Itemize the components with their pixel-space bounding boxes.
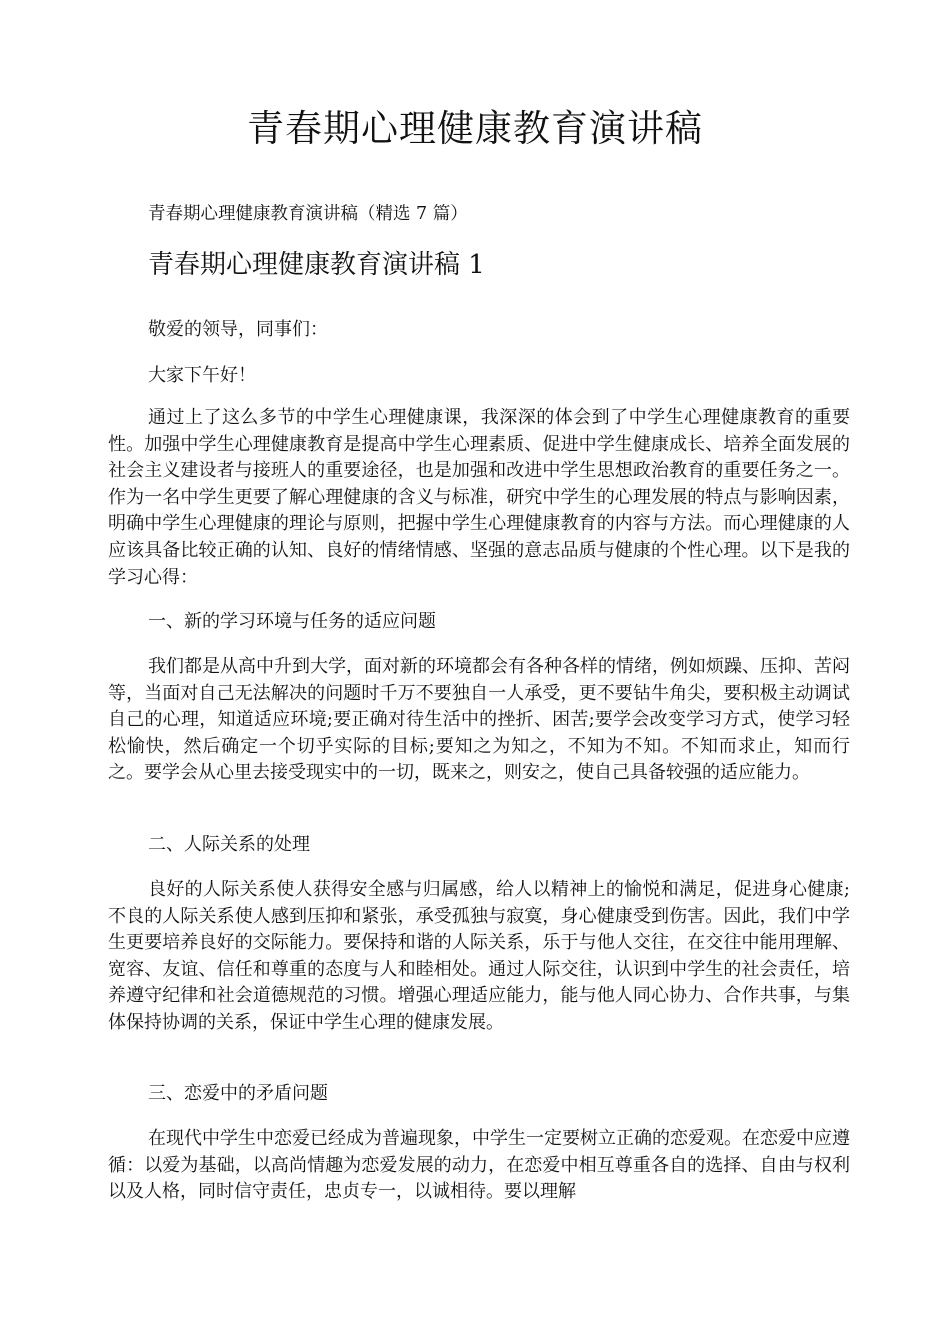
section-heading: 青春期心理健康教育演讲稿 1 xyxy=(148,250,485,280)
salutation: 敬爱的领导，同事们： xyxy=(148,319,328,340)
subheading-adaptation: 一、新的学习环境与任务的适应问题 xyxy=(148,611,436,632)
document-title: 青春期心理健康教育演讲稿 xyxy=(247,107,703,150)
subheading-romance: 三、恋爱中的矛盾问题 xyxy=(148,1083,328,1104)
intro-paragraph: 通过上了这么多节的中学生心理健康课，我深深的体会到了中学生心理健康教育的重要性。加强中学生心理健康教育是提高中学生心理素质、促进中学生健康成长、培养全面发展的社会主义建设者与接班人的重要途径，也是加强和改进中学生思想政治教育的重要任务之一。作为一名中学生更要了解心理健康的含义与标准，研究中学生的心理发展的特点与影响因素，明确中学生心理健康的理论与原则，把握中学生心理健康教育的内容与方法。而心理健康的人应该具备比较正确的认知、良好的情绪情感、坚强的意志品质与健康的个性心理。以下是我的学习心得： xyxy=(108,407,850,588)
document-subtitle: 青春期心理健康教育演讲稿（精选 7 篇） xyxy=(148,204,468,224)
greeting: 大家下午好！ xyxy=(148,365,256,386)
adaptation-paragraph: 我们都是从高中升到大学，面对新的环境都会有各种各样的情绪，例如烦躁、压抑、苦闷等，当面对自己无法解决的问题时千万不要独自一人承受，更不要钻牛角尖，要积极主动调试自己的心理，知道适应环境;要正确对待生活中的挫折、困苦;要学会改变学习方式，使学习轻松愉快，然后确定一个切乎实际的目标;要知之为知之，不知为不知。不知而求止，知而行之。要学会从心里去接受现实中的一切，既来之，则安之，使自己具备较强的适应能力。 xyxy=(108,656,850,784)
relationships-paragraph: 良好的人际关系使人获得安全感与归属感，给人以精神上的愉悦和满足，促进身心健康;不良的人际关系使人感到压抑和紧张，承受孤独与寂寞，身心健康受到伤害。因此，我们中学生更要培养良好的交际能力。要保持和谐的人际关系，乐于与他人交往，在交往中能用理解、宽容、友谊、信任和尊重的态度与人和睦相处。通过人际交往，认识到中学生的社会责任，培养遵守纪律和社会道德规范的习惯。增强心理适应能力，能与他人同心协力、合作共事，与集体保持协调的关系，保证中学生心理的健康发展。 xyxy=(108,879,850,1033)
romance-paragraph: 在现代中学生中恋爱已经成为普遍现象，中学生一定要树立正确的恋爱观。在恋爱中应遵循：以爱为基础，以高尚情趣为恋爱发展的动力，在恋爱中相互尊重各自的选择、自由与权利以及人格，同时信守责任，忠贞专一，以诚相待。要以理解 xyxy=(108,1128,850,1203)
subheading-relationships: 二、人际关系的处理 xyxy=(148,834,310,855)
